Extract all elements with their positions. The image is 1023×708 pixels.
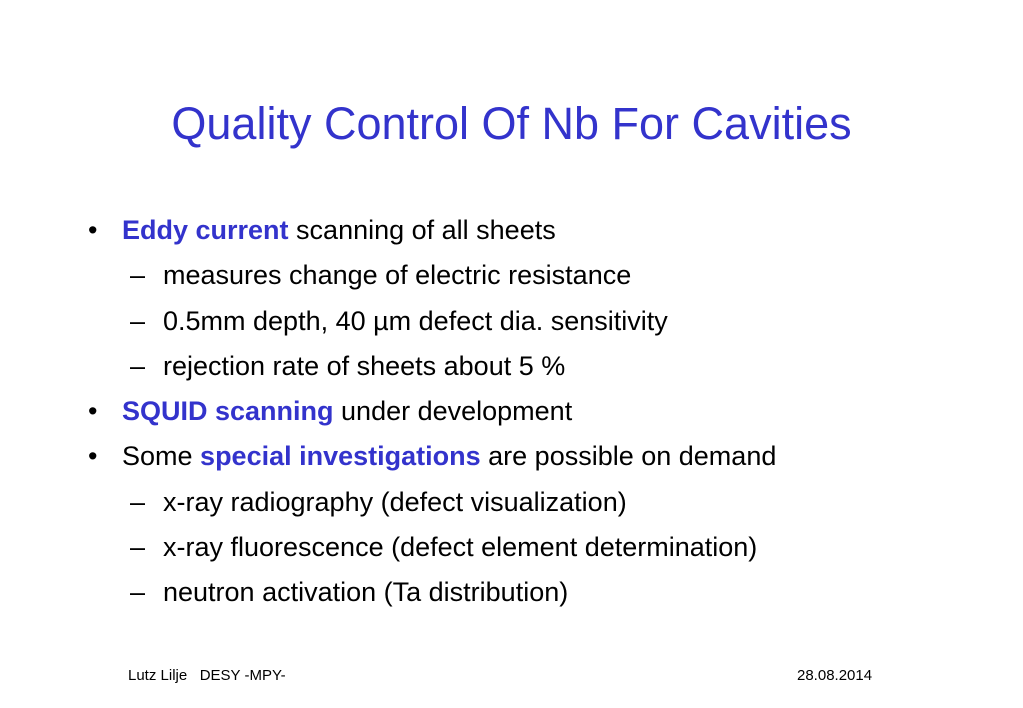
highlighted-term: Eddy current [122, 215, 289, 245]
sub-bullet-text: x-ray radiography (defect visualization) [163, 487, 627, 517]
highlighted-term: special investigations [200, 441, 481, 471]
dash-marker: – [130, 306, 146, 336]
bullet-text: are possible on demand [480, 441, 777, 471]
sub-bullet-text: 0.5mm depth, 40 µm defect dia. sensitivity [163, 306, 668, 336]
dash-marker: – [130, 532, 146, 562]
footer-date: 28.08.2014 [797, 667, 873, 684]
dash-marker: – [130, 260, 146, 290]
highlighted-term: SQUID scanning [122, 396, 334, 426]
sub-bullet-text: measures change of electric resistance [163, 260, 632, 290]
bullet-marker: • [88, 441, 98, 471]
bullet-marker: • [88, 396, 98, 426]
sub-bullet-text: x-ray fluorescence (defect element determination) [163, 532, 758, 562]
dash-marker: – [130, 487, 146, 517]
bullet-marker: • [88, 215, 98, 245]
bullet-text: scanning of all sheets [288, 215, 556, 245]
dash-marker: – [130, 577, 146, 607]
dash-marker: – [130, 351, 146, 381]
bullet-text: Some [122, 441, 201, 471]
slide-title: Quality Control Of Nb For Cavities [171, 98, 852, 149]
bullet-text: under development [333, 396, 573, 426]
footer-author: Lutz Lilje DESY -MPY- [128, 667, 286, 684]
sub-bullet-text: neutron activation (Ta distribution) [163, 577, 569, 607]
sub-bullet-text: rejection rate of sheets about 5 % [163, 351, 566, 381]
